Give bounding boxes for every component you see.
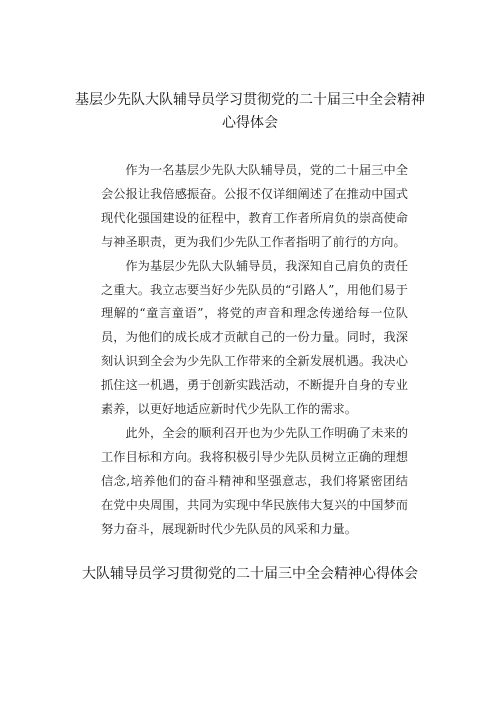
paragraph: 此外，全会的顺利召开也为少先队工作明确了未来的工作目标和方向。我将积极引导少先队员树立正确的理想信念,培养他们的奋斗精神和坚强意志，我们将紧密团结在党中央周围，共同为实现中华民族伟大复兴的中国梦而努力奋斗，展现新时代少先队员的风采和力量。: [101, 425, 408, 536]
document-body: [101, 159, 408, 542]
paragraph: 作为基层少先队大队辅导员，我深知自己肩负的责任之重大。我立志要当好少先队员的“引路人”，用他们易于理解的“童言童语”，将党的声音和理念传递给每一位队员，为他们的成长成才贡献自己的一份力量。同时，我深刻认识到全会为少先队工作带来的全新发展机遇。我决心抓住这一机遇，勇于创新实践活动，不断提升自身的专业素养，以更好地适应新时代少先队工作的需求。: [101, 258, 408, 417]
paragraph: 作为一名基层少先队大队辅导员，党的二十届三中全会公报让我倍感振奋。公报不仅详细阐述了在推动中国式现代化强国建设的征程中，教育工作者所肩负的崇高使命与神圣职责，更为我们少先队工作者指明了前行的方向。: [101, 163, 408, 249]
second-document-title: 大队辅导员学习贯彻党的二十届三中全会精神心得体会: [82, 566, 418, 582]
document-title: 基层少先队大队辅导员学习贯彻党的二十届三中全会精神心得体会: [75, 92, 425, 131]
